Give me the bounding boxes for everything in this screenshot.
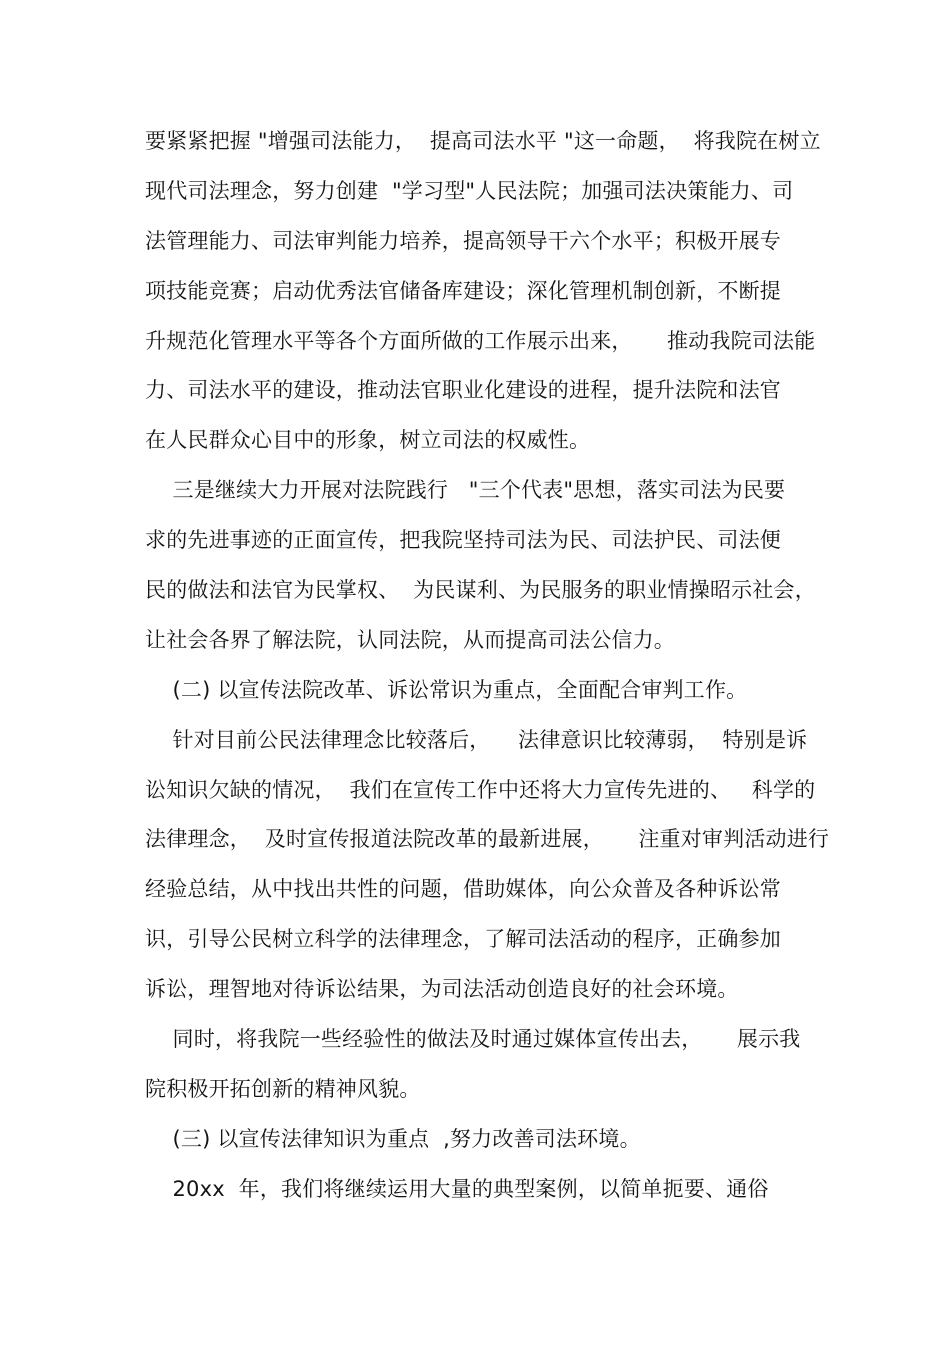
text-line: 民的做法和法官为民掌权、 为民谋利、为民服务的职业情操昭示社会， [145,578,816,603]
text-line: 现代司法理念，努力创建 "学习型"人民法院；加强司法决策能力、司 [145,178,794,203]
text-line: 要紧紧把握 "增强司法能力， 提高司法水平 "这一命题， 将我院在树立 [145,129,821,153]
text-line: 同时，将我院一些经验性的做法及时通过媒体宣传出去， 展示我 [145,1027,801,1052]
text-line: 三是继续大力开展对法院践行 "三个代表"思想，落实司法为民要 [145,478,786,503]
text-line: 法律理念， 及时宣传报道法院改革的最新进展， 注重对审判活动进行 [145,827,830,852]
text-line: 院积极开拓创新的精神风貌。 [145,1076,421,1101]
text-line: 识，引导公民树立科学的法律理念，了解司法活动的程序，正确参加 [145,927,781,952]
text-line: (三) 以宣传法律知识为重点 ,努力改善司法环境。 [145,1126,641,1151]
text-line: 诉讼，理智地对待诉讼结果，为司法活动创造良好的社会环境。 [145,977,739,1002]
text-line: 针对目前公民法律理念比较落后， 法律意识比较薄弱， 特别是诉 [145,727,808,752]
text-line: 升规范化管理水平等各个方面所做的工作展示出来， 推动我院司法能 [145,328,816,353]
body-text [145,121,830,1219]
text-line: 求的先进事迹的正面宣传，把我院坚持司法为民、司法护民、司法便 [145,528,781,553]
text-line: 让社会各界了解法院，认同法院，从而提高司法公信力。 [145,627,675,652]
text-line: 经验总结，从中找出共性的问题，借助媒体，向公众普及各种诉讼常 [145,877,781,902]
text-line: (二) 以宣传法院改革、诉讼常识为重点，全面配合审判工作。 [145,677,748,702]
text-line: 在人民群众心目中的形象，树立司法的权威性。 [145,428,591,453]
text-line: 法管理能力、司法审判能力培养，提高领导干六个水平；积极开展专 [145,228,781,253]
text-line: 讼知识欠缺的情况， 我们在宣传工作中还将大力宣传先进的、 科学的 [145,777,816,802]
text-line: 项技能竞赛；启动优秀法官储备库建设；深化管理机制创新，不断提 [145,278,781,303]
text-line: 20xx 年，我们将继续运用大量的典型案例，以简单扼要、通俗 [145,1176,769,1201]
text-line: 力、司法水平的建设，推动法官职业化建设的进程，提升法院和法官 [145,378,781,403]
